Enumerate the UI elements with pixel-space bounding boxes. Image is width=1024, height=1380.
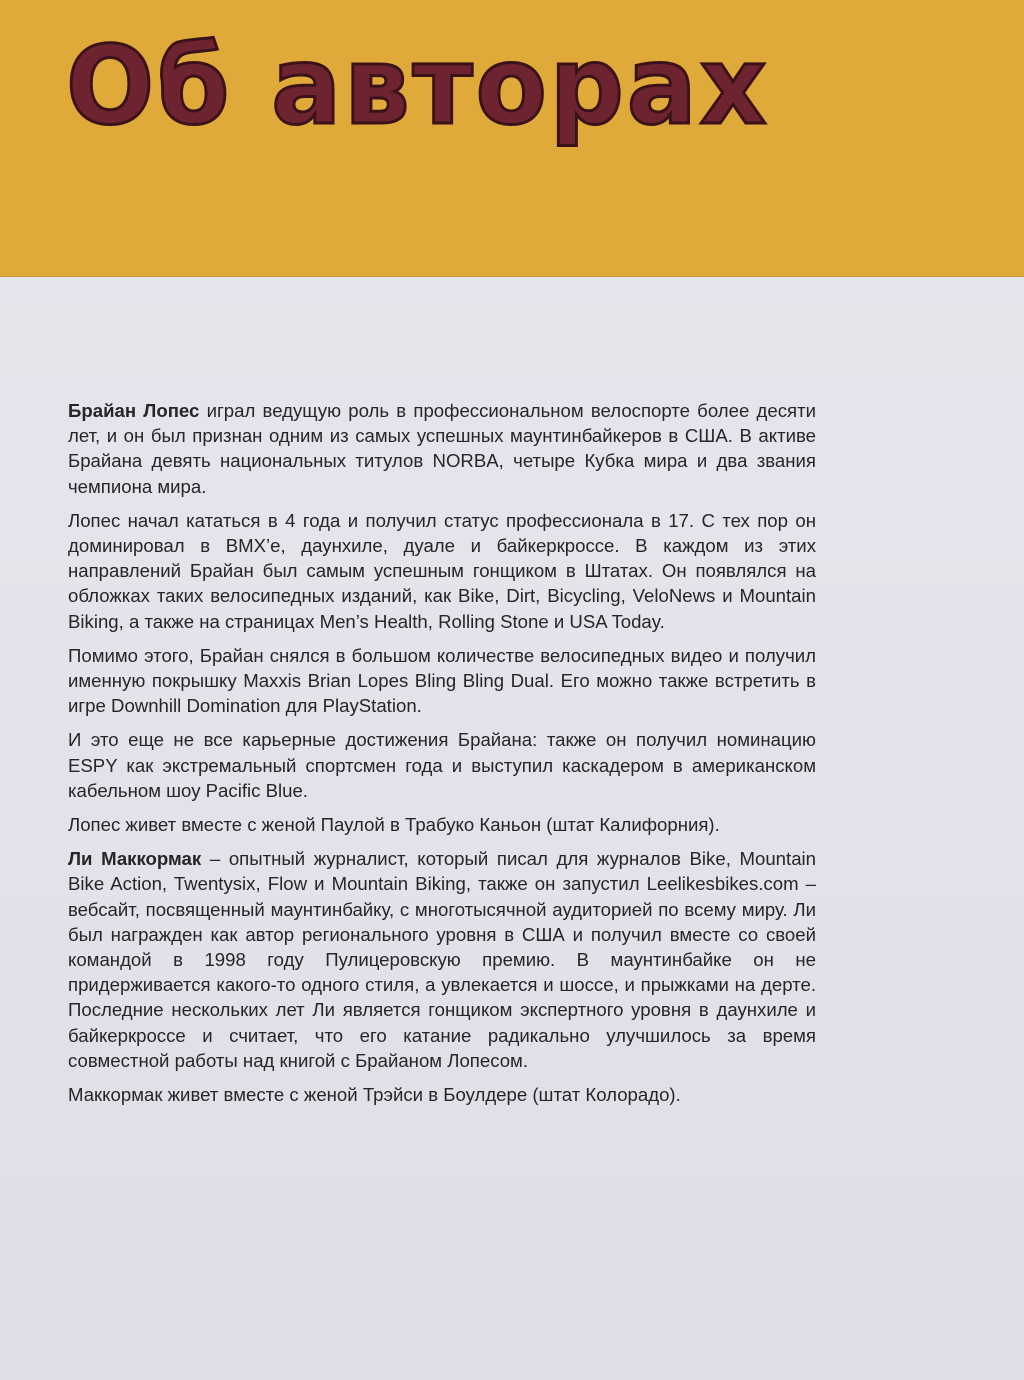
paragraph-lopes-home: Лопес живет вместе с женой Паулой в Трабуко Каньон (штат Калифорния). (68, 814, 720, 836)
author-bio-mccormack (68, 846, 816, 1073)
author-bio-mccormack-intro: – опытный журналист, который писал для журналов Bike, Mountain Bike Action, Twentysix, Flow и Mountain Biking, также он запустил Leelikesbikes.com – вебсайт, посвященный маунтинбайку, с многотысячной аудиторией по всему миру. Ли был награжден как автор регионального уровня в США и получил вместе со своей командой в 1998 году Пулицеровскую премию. В маунтинбайке он не придерживается какого-то одного стиля, а увлекается и шоссе, и прыжками на дерте. Последние нескольких лет Ли является гонщиком экспертного уровня в даунхиле и байкеркроссе и считает, что его катание радикально улучшилось за время совместной работы над книгой с Брайаном Лопесом. (68, 848, 817, 1071)
header-band (0, 0, 1024, 277)
paragraph-lopes-career: Лопес начал кататься в 4 года и получил статус профессионала в 17. С тех пор он доминировал в BMX’е, даунхиле, дуале и байкеркроссе. В каждом из этих направлений Брайан был самым успешным гонщиком в Штатах. Он появлялся на обложках таких велосипедных изданий, как Bike, Dirt, Bicycling, VeloNews и Mountain Biking, а также на страницах Men’s Health, Rolling Stone и USA Today. (68, 509, 816, 632)
author-bio-lopes (68, 398, 816, 499)
body-text (68, 398, 816, 1116)
author-bio-lopes-intro: играл ведущую роль в профессиональном велоспорте более десяти лет, и он был признан одним из самых успешных маунтинбайкеров в США. В активе Брайана девять национальных титулов NORBA, четыре Кубка мира и два звания чемпиона мира. (68, 400, 816, 497)
paragraph-mccormack-home: Маккормак живет вместе с женой Трэйси в Боулдере (штат Колорадо). (68, 1084, 681, 1106)
paragraph-lopes-awards: И это еще не все карьерные достижения Брайана: также он получил номинацию ESPY как экстремальный спортсмен года и выступил каскадером в американском кабельном шоу Pacific Blue. (68, 729, 816, 801)
author-name-mccormack: Ли Маккормак (68, 848, 202, 870)
paragraph-lopes-media: Помимо этого, Брайан снялся в большом количестве велосипедных видео и получил именную покрышку Maxxis Brian Lopes Bling Bling Dual. Его можно также встретить в игре Downhill Domination для PlayStation. (68, 644, 816, 717)
page-title: Об авторах (66, 24, 770, 149)
author-name-lopes: Брайан Лопес (68, 400, 200, 421)
